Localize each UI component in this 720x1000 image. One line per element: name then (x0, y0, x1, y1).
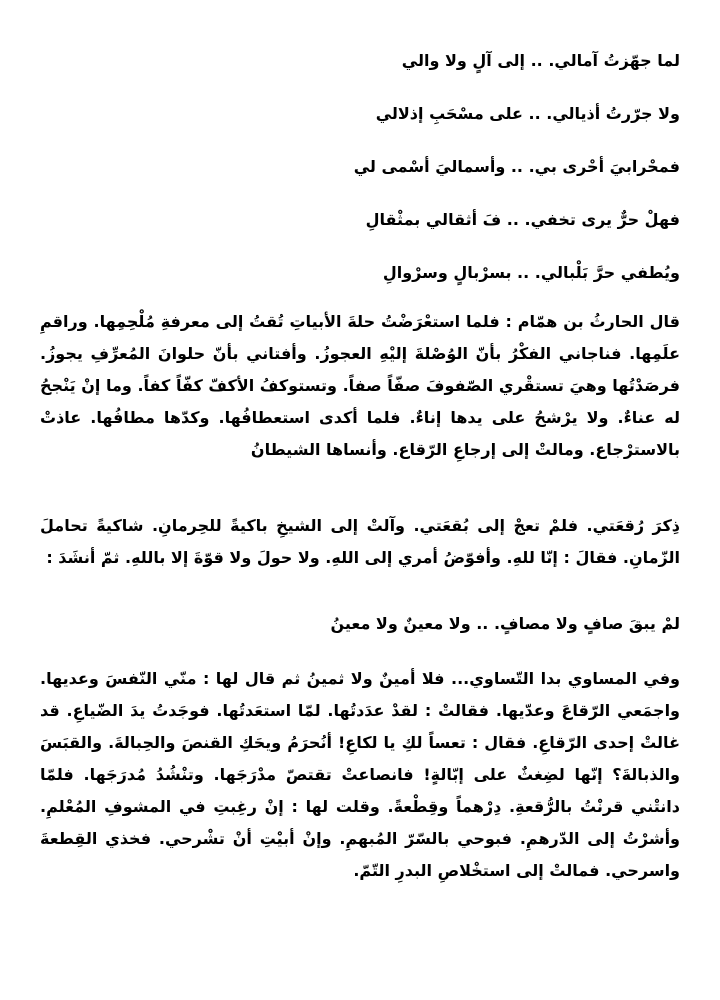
document-page (40, 0, 680, 1000)
prose-paragraph: قال الحارثُ بن همّام : فلما استعْرَضْتُ حلةَ الأبياتِ تُقتُ إلى معرفةِ مُلْحِمِها. وراقمِ علَمِها. فناجاني الفكْرُ بأنّ الوُصْلةَ إليْهِ العجوزُ. وأفتاني بأنّ حلوانَ المُعرِّفِ يجوزُ. فرصَدْتُها وهيَ تستقْري الصّفوفَ صفّاً صفاً. وتستوكفُ الأكفّ كفّاً كفاً. وما إنْ يَنْجحُ له عناءٌ. ولا يرْشحُ على يدها إناءٌ. فلما أكدى استعطافُها. وكدّها مطافُها. عاذتْ بالاسترْجاع. ومالتْ إلى إرجاعِ الرّقاع. وأنساها الشيطانُ (40, 312, 680, 459)
poem-verse: فمحْرابيَ أحْرى بي. .. وأسماليَ أسْمى لي (353, 157, 680, 176)
poem-verse: ويُطفي حرَّ بَلْبالي. .. بسرْبالٍ وسرْوالِ (382, 263, 680, 282)
poem-verse: فهلْ حرٌّ يرى تخفي. .. فَ أثقالي بمثْقالِ (365, 210, 680, 229)
prose-paragraph: ذِكرَ رُقعَتي. فلمْ تعجْ إلى بُقعَتي. وآلتْ إلى الشيخِ باكيةً للحِرمانِ. شاكيةً تحاملَ الزّمانِ. فقالَ : إنّا للهِ. وأفوّضُ أمري إلى اللهِ. ولا حولَ ولا قوّةَ إلا باللهِ. ثمّ أنشَدَ : (40, 516, 680, 567)
poem-verse: لما جهّزتُ آمالي. .. إلى آلٍ ولا والي (401, 51, 680, 70)
poem-verse: ولا جرّرتُ أذيالي. .. على مسْحَبِ إذلالي (375, 104, 680, 123)
prose-paragraph: وفي المساوي بدا التّساوي... فلا أمينٌ ولا ثمينُ ثم قال لها : منّي النّفسَ وعديها. واجمَعي الرّقاعَ وعدّيها. فقالتْ : لقدْ عدَدتُها. لمّا استعَدتُها. فوجَدتُ يدَ الضّياعِ. قد غالتْ إحدى الرّقاعِ. فقال : تعساً لكِ يا لكاعِ! أنُحرَمُ ويحَكِ القنصَ والحِبالةَ. والقبَسَ والذبالةَ؟ إنّها لضِغثٌ على إبّالةٍ! فانصاعتْ تقتصّ مدْرَجَها. وتنْشُدُ مُدرَجَها. فلمّا دانتْني قرنْتُ بالرُّقعةِ. دِرْهماً وقِطْعةً. وقلت لها : إنْ رغِبتِ في المشوفِ المُعْلمِ. وأشرْتُ إلى الدّرهمِ. فبوحي بالسّرّ المُبهمِ. وإنْ أبيْتِ أنْ تشْرحي. فخذي القِطعةَ واسرحي. فمالتْ إلى استخْلاصِ البدرِ التّمّ. (40, 669, 680, 880)
poem-verse: لمْ يبقَ صافٍ ولا مصافٍ. .. ولا معينٌ ولا معينُ (330, 614, 680, 633)
